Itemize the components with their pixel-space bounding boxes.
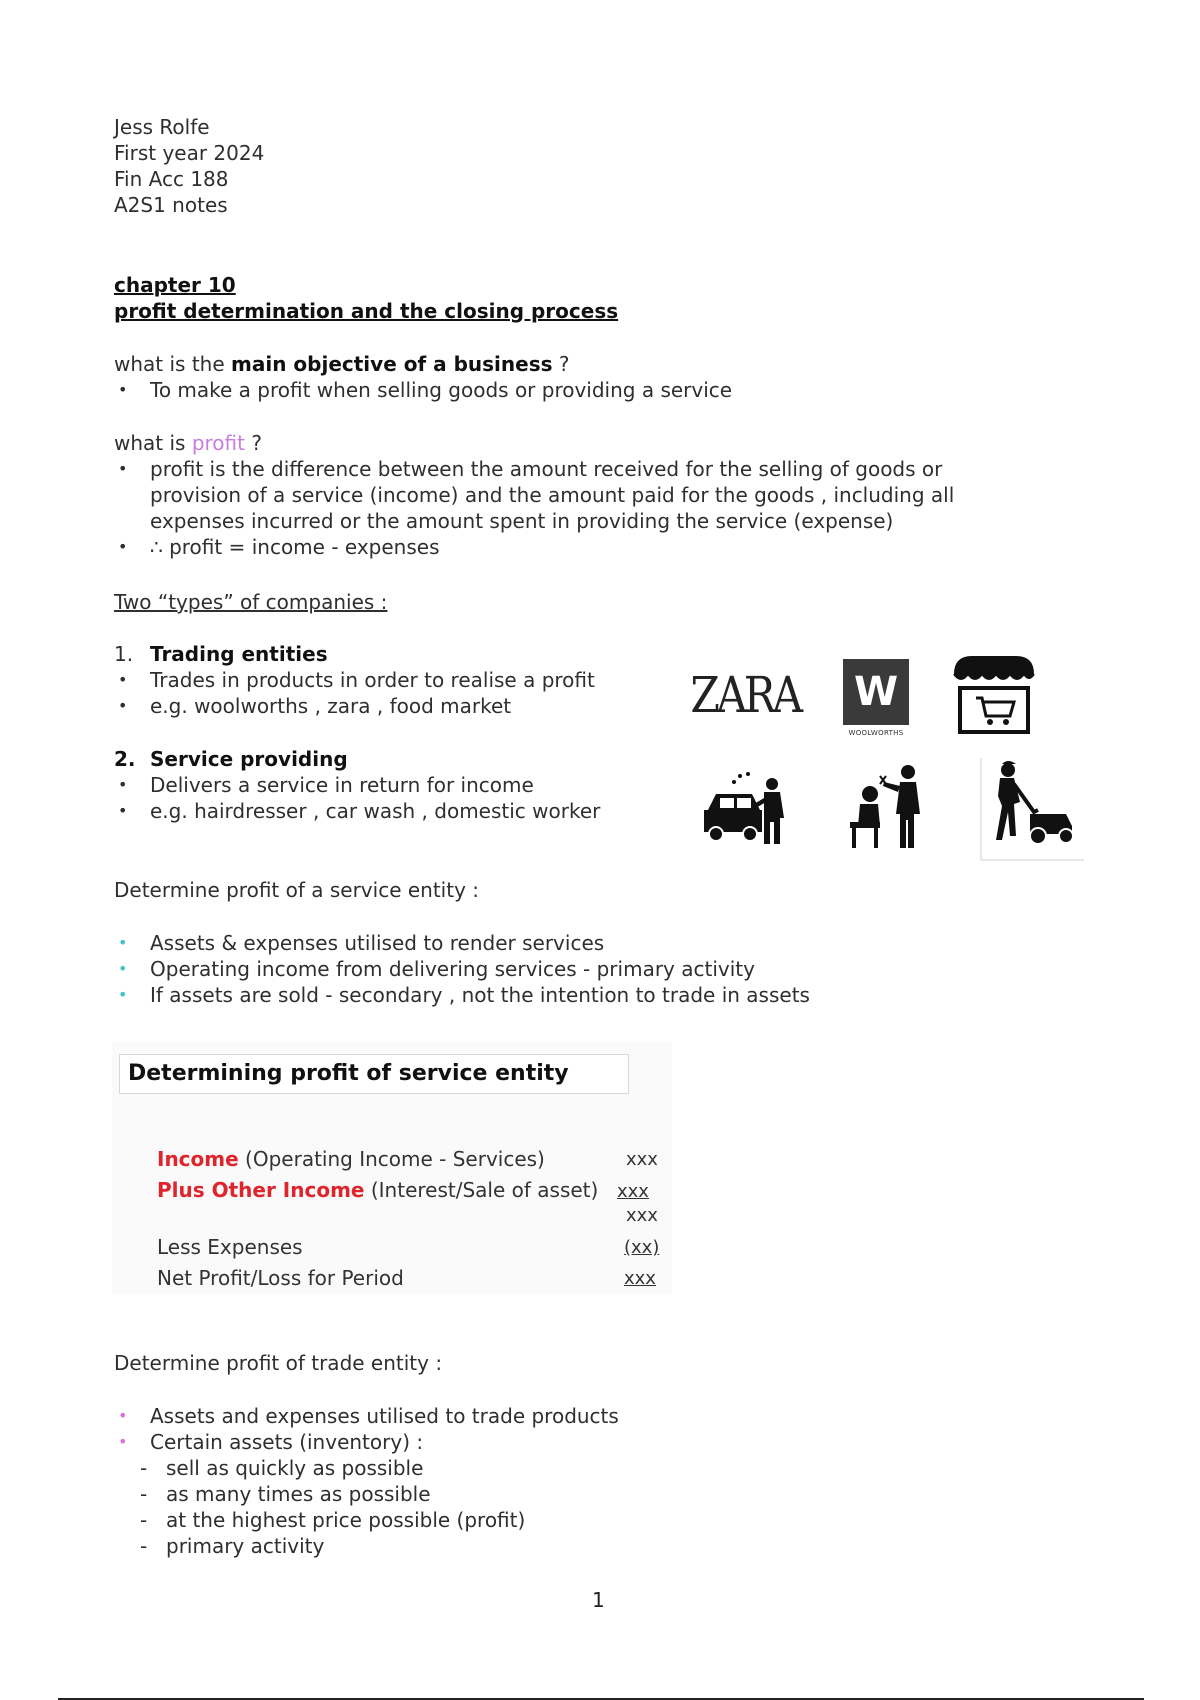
profit-q-word: profit (191, 431, 245, 455)
page-number: 1 (592, 1588, 605, 1612)
objective-q-bold: main objective of a business (231, 352, 553, 376)
service-entity-heading: Determine profit of a service entity : (114, 878, 480, 902)
woolworths-logo (843, 658, 909, 738)
profit-def-line-3: expenses incurred or the amount spent in providing the service (expense) (150, 509, 894, 533)
profit-q-post: ? (244, 431, 262, 455)
trade-dash-item-4: primary activity (166, 1534, 325, 1558)
bullet-icon: • (118, 380, 128, 399)
trading-bullet-1: Trades in products in order to realise a profit (150, 668, 595, 692)
trade-entity-heading: Determine profit of trade entity : (114, 1351, 443, 1375)
expenses-amount: (xx) (624, 1237, 660, 1258)
bullet-icon: • (118, 696, 128, 715)
service-bullet-1: Delivers a service in return for income (150, 773, 534, 797)
income-amount: xxx (626, 1149, 658, 1170)
trade-dash-item-3: at the highest price possible (profit) (166, 1508, 526, 1532)
bullet-icon: • (118, 1406, 128, 1425)
other-income-row (157, 1177, 598, 1203)
woolworths-label: WOOLWORTHS (848, 729, 904, 737)
zara-logo: ZARA (690, 666, 800, 724)
bullet-icon: • (118, 1432, 128, 1451)
trade-dash-item-1: sell as quickly as possible (166, 1456, 424, 1480)
chapter-title: profit determination and the closing process (114, 299, 619, 323)
bullet-icon: • (118, 775, 128, 794)
service-number: 2. (114, 747, 136, 771)
other-income-amount: xxx (617, 1181, 649, 1202)
other-income-label: Plus Other Income (157, 1178, 365, 1202)
year-line: First year 2024 (114, 141, 265, 165)
types-heading: Two “types” of companies : (114, 590, 388, 614)
net-profit-row: Net Profit/Loss for Period (157, 1266, 404, 1290)
objective-bullet: To make a profit when selling goods or providing a service (150, 378, 733, 402)
service-entity-bullet-2: Operating income from delivering services - primary activity (150, 957, 755, 981)
author-name: Jess Rolfe (114, 115, 210, 139)
dash-icon: - (140, 1456, 148, 1480)
dash-icon: - (140, 1508, 148, 1532)
expenses-row: Less Expenses (157, 1235, 303, 1259)
trade-dash-item-2: as many times as possible (166, 1482, 431, 1506)
bullet-icon: • (118, 985, 128, 1004)
income-row (157, 1146, 545, 1172)
objective-q-pre: what is the (114, 352, 232, 376)
profit-def-line-1: profit is the difference between the amount received for the selling of goods or (150, 457, 943, 481)
profit-formula: ∴ profit = income - expenses (150, 535, 440, 559)
dash-icon: - (140, 1482, 148, 1506)
trading-number: 1. (114, 642, 134, 666)
bullet-icon: • (118, 801, 128, 820)
notes-label: A2S1 notes (114, 193, 228, 217)
store-cart-icon (950, 652, 1038, 736)
panel-title: Determining profit of service entity (119, 1054, 629, 1094)
trading-title: Trading entities (150, 642, 328, 666)
trade-entity-bullet-1: Assets and expenses utilised to trade products (150, 1404, 619, 1428)
income-desc: (Operating Income - Services) (238, 1147, 545, 1171)
bullet-icon: • (118, 959, 128, 978)
objective-question (114, 351, 570, 377)
service-title: Service providing (150, 747, 348, 771)
objective-q-post: ? (552, 352, 570, 376)
subtotal-amount: xxx (626, 1205, 658, 1226)
profit-q-pre: what is (114, 431, 192, 455)
lawn-mower-icon (980, 756, 1084, 862)
bullet-icon: • (118, 933, 128, 952)
bullet-icon: • (118, 670, 128, 689)
hairdresser-icon (840, 764, 930, 850)
profit-question (114, 430, 262, 456)
service-bullet-2: e.g. hairdresser , car wash , domestic worker (150, 799, 601, 823)
profit-def-line-2: provision of a service (income) and the amount paid for the goods , including all (150, 483, 955, 507)
net-profit-amount: xxx (624, 1268, 656, 1289)
course-code: Fin Acc 188 (114, 167, 229, 191)
trading-bullet-2: e.g. woolworths , zara , food market (150, 694, 512, 718)
bullet-icon: • (118, 459, 128, 478)
income-label: Income (157, 1147, 239, 1171)
other-income-desc: (Interest/Sale of asset) (364, 1178, 599, 1202)
car-wash-icon (700, 770, 790, 846)
woolworths-mark: W (843, 659, 909, 725)
bullet-icon: • (118, 537, 128, 556)
service-entity-bullet-1: Assets & expenses utilised to render services (150, 931, 605, 955)
chapter-number: chapter 10 (114, 273, 236, 297)
service-entity-bullet-3: If assets are sold - secondary , not the intention to trade in assets (150, 983, 810, 1007)
dash-icon: - (140, 1534, 148, 1558)
trade-entity-bullet-2: Certain assets (inventory) : (150, 1430, 424, 1454)
